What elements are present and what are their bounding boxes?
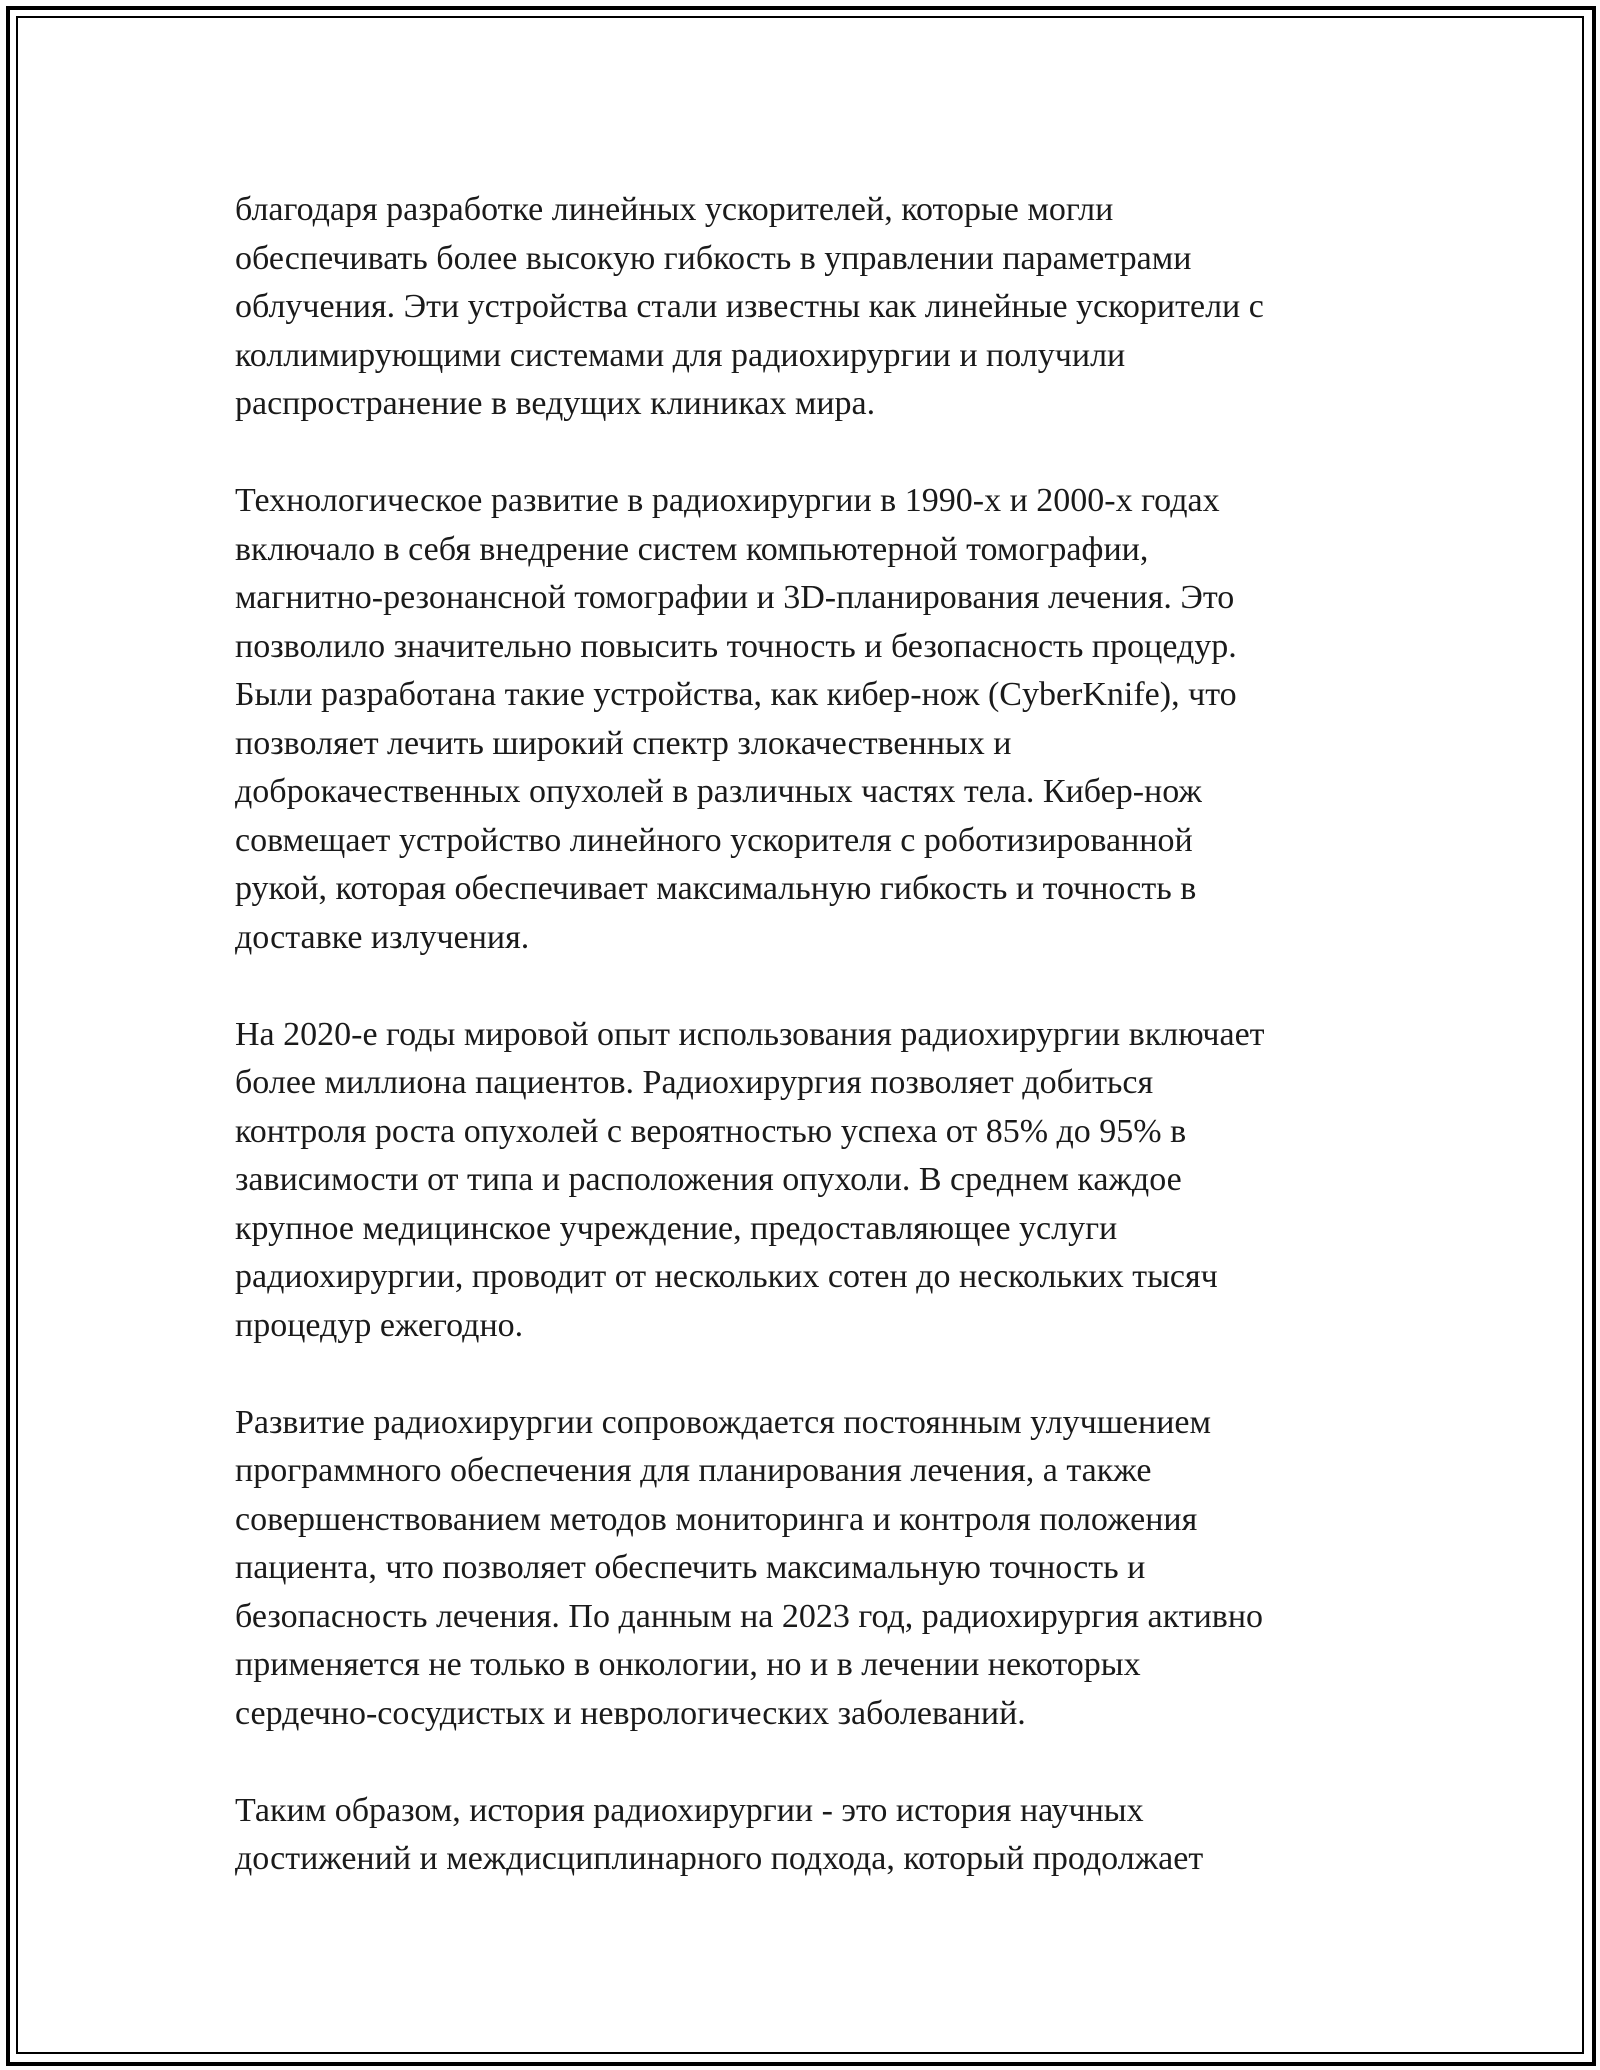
text-line: распространение в ведущих клиниках мира. <box>235 385 876 422</box>
text-line: применяется не только в онкологии, но и в лечении некоторых <box>235 1646 1141 1683</box>
paragraph-conclusion <box>235 1787 1385 1884</box>
text-line: программного обеспечения для планирования лечения, а также <box>235 1452 1152 1489</box>
text-line: магнитно-резонансной томографии и 3D-планирования лечения. Это <box>235 579 1235 616</box>
text-line: доброкачественных опухолей в различных частях тела. Кибер-нож <box>235 773 1202 810</box>
paragraph-software-development <box>235 1399 1385 1739</box>
document-body <box>235 186 1385 1884</box>
text-line: благодаря разработке линейных ускорителей, которые могли <box>235 191 1114 228</box>
text-line: позволило значительно повысить точность и безопасность процедур. <box>235 627 1237 665</box>
text-line: контроля роста опухолей с вероятностью успеха от 85% до 95% в <box>235 1112 1187 1150</box>
text-line: крупное медицинское учреждение, предоставляющее услуги <box>235 1209 1118 1247</box>
text-line: Развитие радиохирургии сопровождается постоянным улучшением <box>235 1403 1212 1441</box>
text-line: позволяет лечить широкий спектр злокачественных и <box>235 724 1012 762</box>
text-line: Были разработана такие устройства, как кибер-нож (CyberKnife), что <box>235 676 1237 713</box>
text-line: процедур ежегодно. <box>235 1306 524 1344</box>
text-line: более миллиона пациентов. Радиохирургия позволяет добиться <box>235 1064 1154 1101</box>
text-line: Технологическое развитие в радиохирургии в 1990-х и 2000-х годах <box>235 482 1220 519</box>
text-line: радиохирургии, проводит от нескольких сотен до нескольких тысяч <box>235 1258 1218 1295</box>
text-line: достижений и междисциплинарного подхода, который продолжает <box>235 1840 1204 1877</box>
text-line: включало в себя внедрение систем компьютерной томографии, <box>235 530 1149 568</box>
paragraph-linear-accelerators <box>235 186 1385 429</box>
text-line: коллимирующими системами для радиохирургии и получили <box>235 336 1126 374</box>
text-line: зависимости от типа и расположения опухоли. В среднем каждое <box>235 1161 1182 1198</box>
text-line: облучения. Эти устройства стали известны как линейные ускорители с <box>235 288 1264 325</box>
text-line: На 2020-е годы мировой опыт использования радиохирургии включает <box>235 1015 1265 1053</box>
text-line: Таким образом, история радиохирургии - это история научных <box>235 1791 1144 1829</box>
paragraph-world-experience <box>235 1011 1385 1351</box>
text-line: доставке излучения. <box>235 918 530 956</box>
text-line: обеспечивать более высокую гибкость в управлении параметрами <box>235 239 1192 277</box>
text-line: пациента, что позволяет обеспечить максимальную точность и <box>235 1549 1146 1586</box>
text-line: безопасность лечения. По данным на 2023 год, радиохирургия активно <box>235 1597 1264 1635</box>
text-line: рукой, которая обеспечивает максимальную гибкость и точность в <box>235 870 1197 907</box>
paragraph-technology-development <box>235 477 1385 962</box>
text-line: сердечно-сосудистых и неврологических заболеваний. <box>235 1694 1026 1732</box>
text-line: совершенствованием методов мониторинга и контроля положения <box>235 1500 1198 1538</box>
text-line: совмещает устройство линейного ускорителя с роботизированной <box>235 821 1193 859</box>
